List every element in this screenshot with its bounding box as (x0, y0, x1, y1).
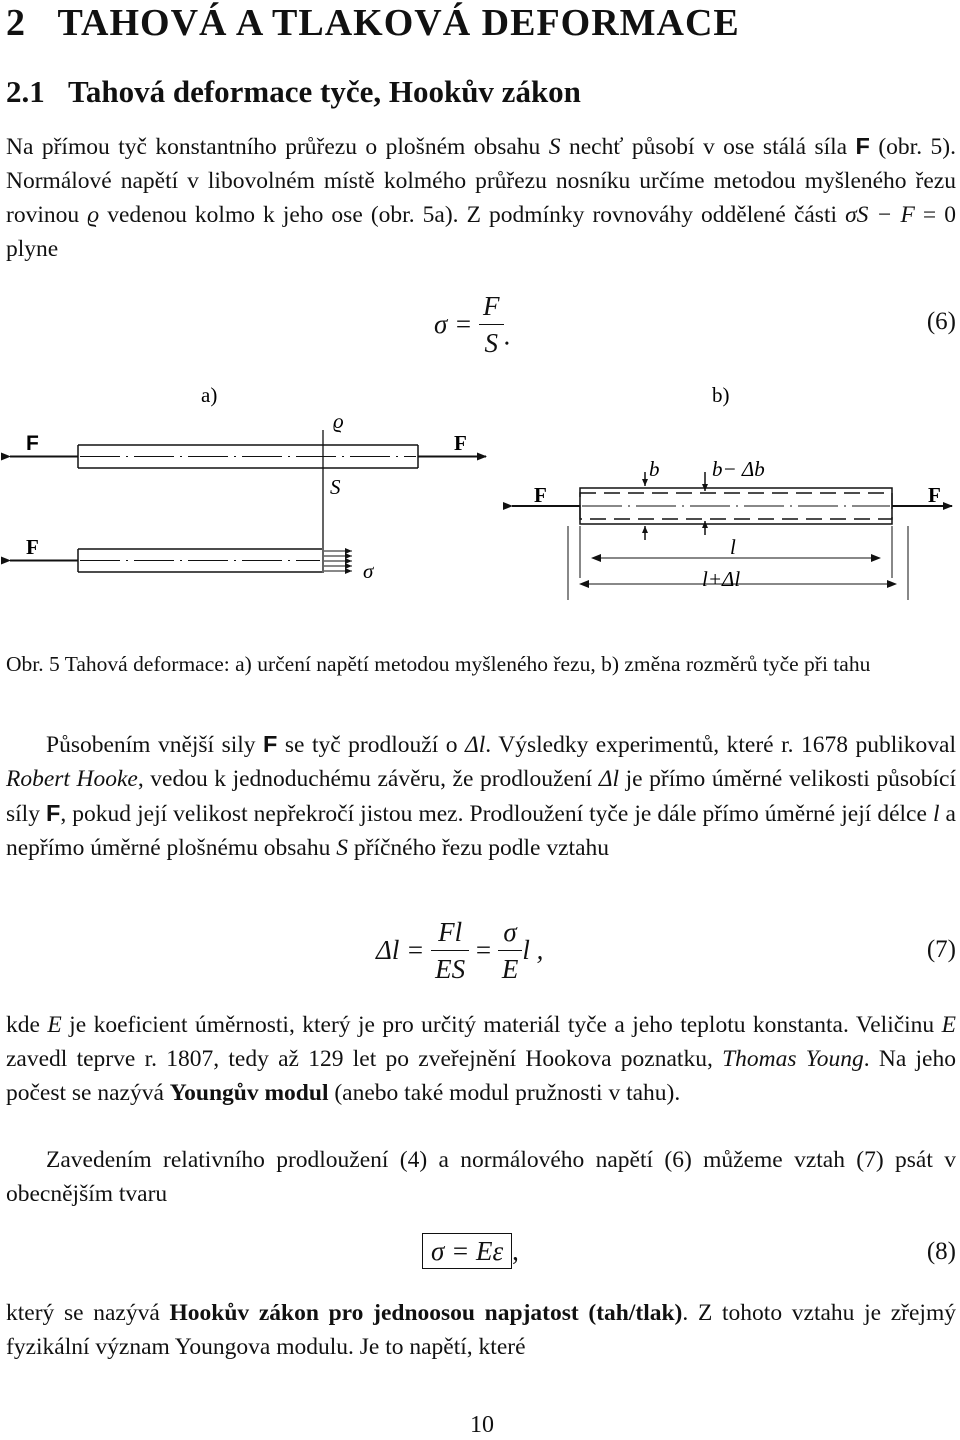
bar-a-full (10, 430, 486, 573)
eq6-fraction: $\frac{F}{S}$ (479, 288, 504, 361)
eq8-number: (8) (926, 1238, 956, 1265)
paragraph-intro: Na přímou tyč konstantního průřezu o plošném obsahu S nechť působí v ose stálá síla F (obr. 5). Normálové napětí v libovolném místě kolmého průřezu nosníku určíme metodou myšleného řezu rovinou ϱ vedenou kolmo k jeho ose (obr. 5a). Z podmínky rovnováhy oddělené části σS − F = 0 plyne (6, 133, 956, 262)
figure-caption: Obr. 5 Tahová deformace: a) určení napětí metodou myšleného řezu, b) změna rozměrů tyče při tahu (6, 652, 871, 676)
figure-5 (0, 378, 960, 610)
force-label-b-left: F (534, 483, 547, 507)
figure-label-b: b) (712, 383, 730, 407)
figure-label-a: a) (201, 383, 218, 407)
length-label-l-plus-dl: l+Δl (702, 567, 741, 591)
eq7-fraction-2: $\frac{\sigma}{E}$ (498, 914, 523, 987)
page: 2 TAHOVÁ A TLAKOVÁ DEFORMACE 2.1 Tahová deformace tyče, Hookův zákon Na přímou tyč konstantního průřezu o plošném obsahu S nechť působí v ose stálá síla F (obr. 5). Normálové napětí v libovolném místě kolmého průřezu nosníku určíme metodou myšleného řezu rovinou ϱ vedenou kolmo k jeho ose (obr. 5a). Z podmínky rovnováhy oddělené části σS − F = 0 plyne σ = $\frac{F}{S}$ . (6) a) b) F F ϱ S F σ F F b b− Δb l l+Δl Obr. 5 Tahová deformace: a) určení napětí metodou myšleného řezu, b) změna rozměrů tyče při tahu Působením vnější sily F se tyč prodlouží o Δl. Výsledky experimentů, které r. 1678 publikoval Robert Hooke, vedou k jednoduchému závěru, že prodloužení Δl je přímo úměrné velikosti působící síly F, pokud její velikost nepřekročí jistou mez. Prodloužení tyče je dále přímo úměrné její délce l a nepřímo úměrné plošnému obsahu S příčného řezu podle vztahu Δl = $\frac{Fl}{ES}$ = $\frac{\sigma}{E}$ l , (7) kde E je koeficient úměrnosti, který je pro určitý materiál tyče a jeho teplotu konstanta. Veličinu E zavedl teprve r. 1807, tedy až 129 let po zveřejnění Hookova poznatku, Thomas Young. Na jeho počest se nazývá Youngův modul (anebo také modul pružnosti v tahu). Zavedením relativního prodloužení (4) a normálového napětí (6) můžeme vztah (7) psát v obecnějším tvaru σ = Eε , (8) který se nazývá Hookův zákon pro jednoosou napjatost (tah/tlak). Z tohoto vztahu je zřejmý fyzikální význam Youngova modulu. Je to napětí, které 10 (6, 0, 958, 1440)
force-label-a-right: F (454, 431, 467, 455)
paragraph-general: Zavedením relativního prodloužení (4) a normálového napětí (6) můžeme vztah (7) psát v obecnějším tvaru (6, 1147, 956, 1207)
cut-label-S: S (330, 475, 341, 499)
stress-label-sigma: σ (363, 559, 374, 583)
eq8-boxed: σ = Eε (422, 1233, 512, 1269)
subsection-heading: 2.1 Tahová deformace tyče, Hookův zákon (6, 74, 581, 109)
page-number: 10 (470, 1412, 494, 1438)
force-label-a-left: F (26, 432, 39, 455)
width-label-b-minus-db: b− Δb (712, 457, 765, 481)
eq6-number: (6) (926, 308, 956, 335)
force-label-a-cut: F (26, 535, 39, 559)
force-label-b-right: F (928, 483, 941, 507)
eq7-fraction-1: $\frac{Fl}{ES}$ (431, 914, 469, 987)
section-heading: 2 TAHOVÁ A TLAKOVÁ DEFORMACE (6, 2, 740, 44)
length-label-l: l (730, 535, 736, 559)
paragraph-hooke-law: který se nazývá Hookův zákon pro jednoosou napjatost (tah/tlak). Z tohoto vztahu je zřejmý fyzikální význam Youngova modulu. Je to napětí, které (6, 1300, 956, 1360)
paragraph-hooke: Působením vnější sily F se tyč prodlouží o Δl. Výsledky experimentů, které r. 1678 publikoval Robert Hooke, vedou k jednoduchému závěru, že prodloužení Δl je přímo úměrné velikosti působící síly F, pokud její velikost nepřekročí jistou mez. Prodloužení tyče je dále přímo úměrné její délce l a nepřímo úměrné plošnému obsahu S příčného řezu podle vztahu (6, 731, 956, 861)
eq7-number: (7) (926, 936, 956, 963)
eq6-lhs: σ = (434, 309, 473, 339)
bar-a-cut (10, 549, 352, 572)
cut-label-rho: ϱ (333, 409, 344, 433)
width-label-b: b (649, 457, 660, 481)
paragraph-young: kde E je koeficient úměrnosti, který je pro určitý materiál tyče a jeho teplotu konstanta. Veličinu E zavedl teprve r. 1807, tedy až 129 let po zveřejnění Hookova poznatku, Thomas Young. Na jeho počest se nazývá Youngův modul (anebo také modul pružnosti v tahu). (6, 1012, 956, 1106)
